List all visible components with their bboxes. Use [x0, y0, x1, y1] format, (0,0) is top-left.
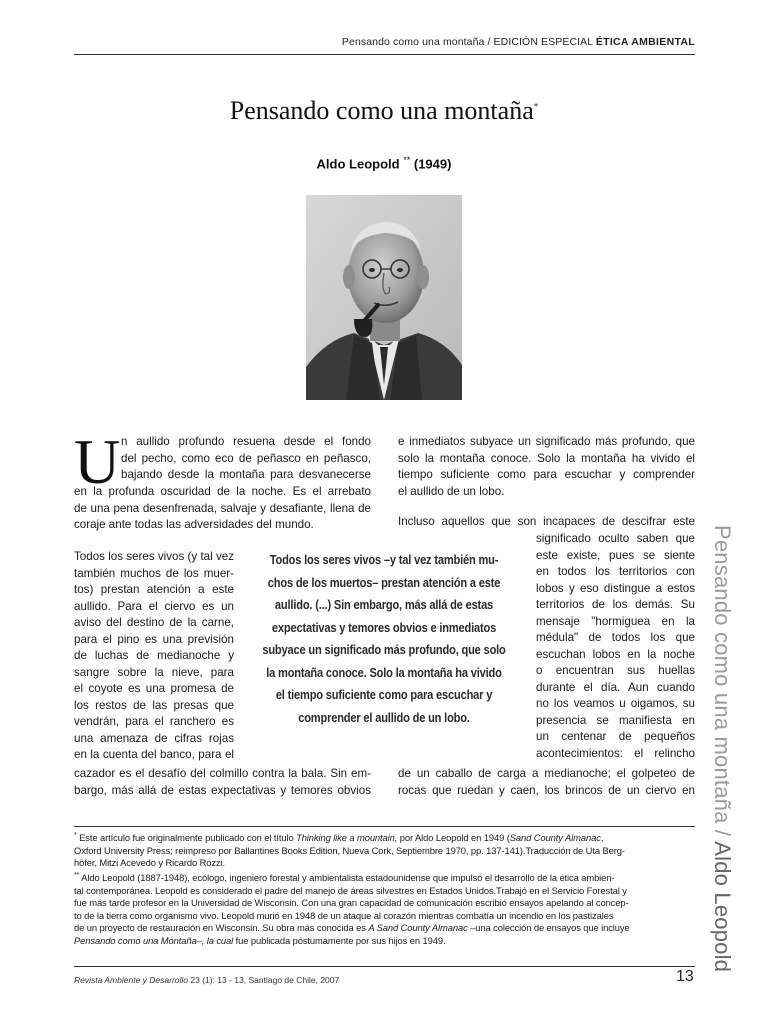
body-line: bajando desde la montaña para desvanecerse — [121, 468, 371, 482]
footnote-italic: Sand County Almanac — [509, 832, 601, 844]
pull-quote-line: el tiempo suficiente como para escuchar y — [275, 688, 493, 702]
body-column-right-narrow — [536, 531, 695, 762]
body-line: tos) prestan atención a este — [74, 583, 234, 596]
footnote-line — [74, 922, 695, 935]
body-line: Todos los seres vivos (y tal vez — [74, 550, 234, 563]
footnote-text: de un proyecto de restauración en Wisconsin. Su obra más conocida es — [74, 922, 369, 934]
body-column-right-para — [398, 514, 695, 531]
body-line: médula" de todos los que — [536, 631, 695, 644]
body-line: mensaje "hormiguea en la — [536, 614, 695, 628]
body-line: n aullido profundo resuena desde el fondo — [121, 435, 371, 448]
author-name: Aldo Leopold — [316, 156, 400, 172]
sidebar-title-author: Aldo Leopold — [710, 841, 735, 973]
footnote-mark: * — [74, 832, 77, 839]
body-line: no los veamos u oigamos, su — [536, 697, 695, 710]
header-rule — [74, 54, 695, 55]
pull-quote-line: la montaña conoce. Solo la montaña ha vivido — [266, 665, 502, 680]
body-line: aullido. Para el ciervo es un — [74, 599, 234, 613]
body-line: durante el día. Aun cuando — [536, 680, 695, 694]
body-line: tiempo suficiente como para escuchar y comprender — [398, 468, 695, 482]
footnote-line — [74, 830, 695, 845]
running-header-text: Pensando como una montaña / EDICIÓN ESPECIAL — [341, 36, 596, 48]
body-line: en la profunda oscuridad de la noche. Es el arrebato — [74, 485, 371, 498]
pull-quote-line: chos de los muertos– prestan atención a este — [267, 575, 501, 590]
body-line: significado oculto saben que — [536, 532, 695, 545]
page-number: 13 — [676, 968, 694, 985]
body-column-left-intro — [121, 434, 371, 484]
author-footnote-mark: ** — [403, 155, 411, 165]
footnote-mark: ** — [74, 871, 80, 879]
running-header-section: ÉTICA AMBIENTAL — [595, 36, 695, 48]
journal-citation — [74, 975, 339, 985]
body-line: coraje ante todas las adversidades del mundo. — [74, 518, 314, 532]
pull-quote — [259, 549, 509, 729]
pull-quote-line: Todos los seres vivos –y tal vez también mu- — [269, 553, 499, 567]
body-line: del pecho, como eco de peñasco en peñasco, — [121, 451, 371, 465]
footnote-text: por Aldo Leopold en 1949 ( — [397, 832, 510, 844]
body-line: el aullido de un lobo. — [398, 484, 505, 498]
body-line: vendrán, para el ranchero es — [74, 715, 234, 728]
footnote-line: fue más tarde profesor en la Universidad de Wisconsin. Con una gran capacidad de comunicación escribió ensayos apelando al concep- — [74, 897, 629, 909]
footnote-italic: Pensando como una Montaña–, la cual — [74, 935, 234, 946]
body-line: un centenar de pequeños — [536, 730, 695, 743]
footnote-rule — [74, 826, 695, 827]
body-column-left-bottom — [74, 766, 371, 799]
footnote-line: tal contemporánea. Leopold es considerado el padre del manejo de áreas silvestres en Estados Unidos.Trabajó en el Servicio Forestal y — [74, 884, 627, 896]
body-line: en todos los territorios con — [536, 565, 695, 578]
article-title — [0, 96, 768, 126]
sidebar-title-light: Pensando como una montaña / — [710, 525, 735, 842]
footer-rule — [74, 966, 695, 967]
drop-cap: U — [74, 426, 121, 497]
body-column-right-bottom — [398, 766, 695, 799]
footnote-text: fue publicada póstumamente por sus hijos en 1949. — [233, 935, 446, 946]
citation-details: 23 (1): 13 - 13, Santiago de Chile, 2007 — [188, 975, 340, 985]
body-column-left-narrow — [74, 549, 234, 764]
body-line: cazador es el desafío del colmillo contra la bala. Sin em- — [74, 767, 371, 780]
author-portrait — [306, 195, 462, 400]
body-line: e inmediatos subyace un significado más profundo, que — [398, 435, 695, 448]
body-line: el coyote es una promesa de — [74, 682, 234, 695]
footnote-line — [74, 935, 695, 948]
body-line: este existe, pues se siente — [536, 548, 695, 562]
body-line: sangre sobre la nieve, para — [74, 665, 234, 679]
journal-name: Revista Ambiente y Desarrollo — [74, 975, 189, 985]
body-line: para el pino es una previsión — [74, 632, 234, 646]
running-header — [74, 36, 695, 48]
body-line: de luchas de medianoche y — [74, 649, 234, 662]
body-line: lobos y eso distingue a estos — [536, 581, 695, 595]
footnote-line: Oxford University Press; reimpreso por Ballantines Books Edition, Nueva Cork, Septiembre 1970, pp. 137-141).Traducción de Uta Berg- — [74, 844, 625, 856]
body-line: de una pena desenfrenada, salvaje y desafiante, llena de — [74, 501, 371, 515]
sidebar-vertical-title — [709, 525, 735, 972]
body-line: de un caballo de carga a medianoche; el golpeteo de — [398, 767, 695, 780]
pull-quote-line: expectativas y temores obvios e inmediatos — [271, 620, 497, 635]
footnote-text: , — [600, 832, 604, 844]
title-footnote-mark: * — [533, 101, 539, 112]
footnote-text: Este artículo fue originalmente publicado con el título — [76, 832, 297, 844]
portrait-image — [306, 195, 462, 400]
pull-quote-line: comprender el aullido de un lobo. — [298, 710, 470, 725]
body-line: bargo, más allá de estas expectativas y temores obvios — [74, 783, 371, 797]
footnote-text: –una colección de ensayos que incluye — [467, 922, 630, 934]
footnote-italic: Thinking like a mountain, — [296, 832, 398, 844]
body-line: o encuentran sus huellas — [536, 664, 695, 677]
body-line: aviso del destino de la carne, — [74, 616, 234, 629]
footnote-italic: A Sand County Almanac — [368, 922, 468, 934]
footnote-line: to de la tierra como organismo vivo. Leopold murió en 1948 de un ataque al corazón mientras combatía un incendio en los pastizales — [74, 909, 614, 921]
body-line: acontecimientos: el relincho — [536, 746, 695, 760]
publication-year: (1949) — [413, 156, 452, 172]
article-title-text: Pensando como una montaña — [229, 96, 534, 125]
footnotes — [74, 830, 695, 948]
pull-quote-line: aullido. (...) Sin embargo, más allá de estas — [274, 598, 494, 612]
body-line: Incluso aquellos que son incapaces de descifrar este — [398, 515, 695, 528]
body-column-left-intro-full — [74, 484, 371, 534]
body-line: presencia se manifiesta en — [536, 713, 695, 727]
footnote-line: höfer, Mitzi Acevedo y Ricardo Rozzi. — [74, 857, 226, 869]
body-column-right-top — [398, 434, 695, 500]
body-line: los restos de las presas que — [74, 698, 234, 712]
pull-quote-line: subyace un significado más profundo, que solo — [262, 643, 506, 657]
footnote-text: Aldo Leopold (1887-1948), ecólogo, ingeniero forestal y ambientalista estadounidense que impulsó el desarrollo de la ética ambien- — [79, 872, 615, 884]
footnote-line — [74, 870, 695, 885]
body-line: rocas que ruedan y caen, los brincos de un ciervo en — [398, 783, 695, 797]
byline — [0, 155, 768, 171]
body-line: solo la montaña conoce. Solo la montaña ha vivido el — [398, 451, 695, 465]
body-line: también muchos de los muer- — [74, 566, 234, 580]
body-line: territorios de los demás. Su — [536, 598, 695, 611]
body-line: una amenaza de cifras rojas — [74, 731, 234, 745]
body-line: escuchan lobos en la noche — [536, 647, 695, 661]
body-line: en la cuenta del banco, para el — [74, 748, 234, 761]
